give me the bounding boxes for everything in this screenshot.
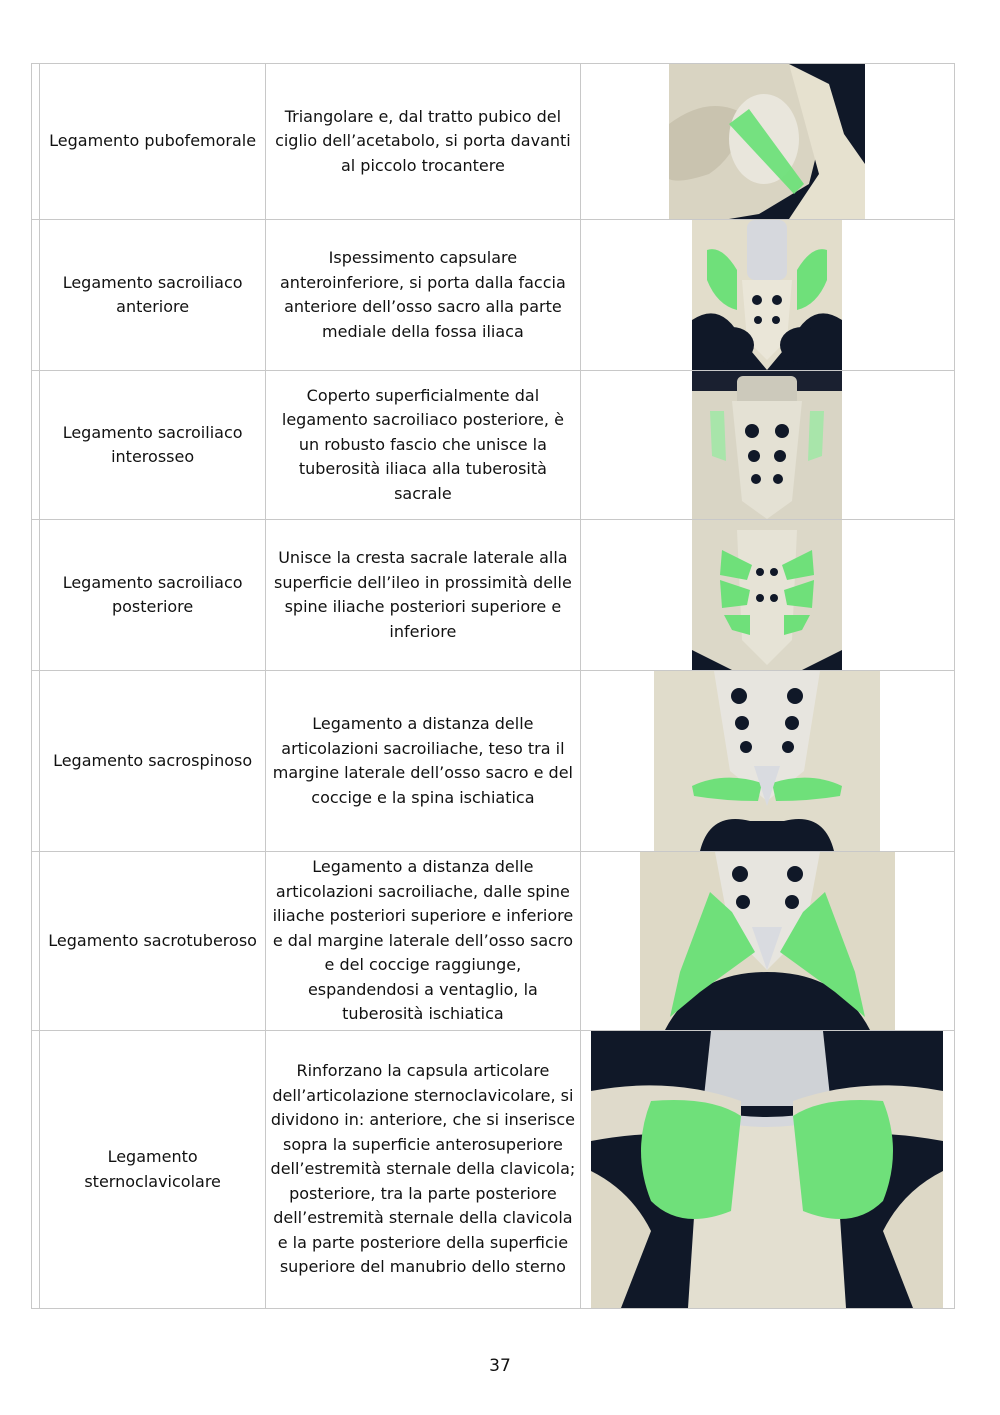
- ligament-image-cell: [580, 852, 954, 1031]
- ligament-name: Legamento sacrotuberoso: [40, 852, 266, 1031]
- posterior-sacroiliac-ligament-illustration: [692, 520, 842, 670]
- anterior-sacroiliac-ligament-illustration: [692, 220, 842, 370]
- ligament-description: Rinforzano la capsula articolare dell’articolazione sternoclavicolare, si dividono in: anteriore, che si inserisce sopra la superficie anterosuperiore dell’estremità sternale della clavicola; posteriore, tra la parte posteriore dell’estremità sternale della clavicola e la parte posteriore della superficie superiore del manubrio dello sterno: [266, 1031, 580, 1309]
- sternoclavicular-ligament-illustration: [591, 1031, 943, 1308]
- table-row: [32, 671, 955, 852]
- table-row: [32, 852, 955, 1031]
- ligament-name: Legamento sacroiliaco posteriore: [40, 520, 266, 671]
- table-row: [32, 371, 955, 520]
- row-gutter: [32, 371, 40, 520]
- table-row: [32, 220, 955, 371]
- ligament-image-cell: [580, 671, 954, 852]
- row-gutter: [32, 671, 40, 852]
- page-number: 37: [489, 1356, 511, 1376]
- ligament-name: Legamento pubofemorale: [40, 64, 266, 220]
- ligament-name: Legamento sacroiliaco anteriore: [40, 220, 266, 371]
- ligament-description: Ispessimento capsulare anteroinferiore, si porta dalla faccia anteriore dell’osso sacro alla parte mediale della fossa iliaca: [266, 220, 580, 371]
- table-row: [32, 520, 955, 671]
- ligament-table: [31, 63, 955, 1309]
- ligament-image-cell: [580, 371, 954, 520]
- ligament-image-cell: [580, 220, 954, 371]
- row-gutter: [32, 1031, 40, 1309]
- sacrotuberous-ligament-illustration: [640, 852, 895, 1030]
- table-row: [32, 64, 955, 220]
- row-gutter: [32, 64, 40, 220]
- ligament-description: Triangolare e, dal tratto pubico del ciglio dell’acetabolo, si porta davanti al piccolo trocantere: [266, 64, 580, 220]
- ligament-image-cell: [580, 520, 954, 671]
- row-gutter: [32, 852, 40, 1031]
- pubofemoral-ligament-illustration: [669, 64, 865, 219]
- ligament-description: Coperto superficialmente dal legamento sacroiliaco posteriore, è un robusto fascio che unisce la tuberosità iliaca alla tuberosità sacrale: [266, 371, 580, 520]
- ligament-name: Legamento sacroiliaco interosseo: [40, 371, 266, 520]
- ligament-name: Legamento sternoclavicolare: [40, 1031, 266, 1309]
- interosseous-sacroiliac-ligament-illustration: [692, 371, 842, 519]
- sacrospinous-ligament-illustration: [654, 671, 880, 851]
- ligament-image-cell: [580, 64, 954, 220]
- ligament-image-cell: [580, 1031, 954, 1309]
- row-gutter: [32, 520, 40, 671]
- ligament-description: Legamento a distanza delle articolazioni sacroiliache, dalle spine iliache posteriori superiore e inferiore e dal margine laterale dell’osso sacro e del coccige raggiunge, espandendosi a ventaglio, la tuberosità ischiatica: [266, 852, 580, 1031]
- table-row: [32, 1031, 955, 1309]
- ligament-name: Legamento sacrospinoso: [40, 671, 266, 852]
- ligament-description: Unisce la cresta sacrale laterale alla superficie dell’ileo in prossimità delle spine iliache posteriori superiore e inferiore: [266, 520, 580, 671]
- row-gutter: [32, 220, 40, 371]
- ligament-description: Legamento a distanza delle articolazioni sacroiliache, teso tra il margine laterale dell’osso sacro e del coccige e la spina ischiatica: [266, 671, 580, 852]
